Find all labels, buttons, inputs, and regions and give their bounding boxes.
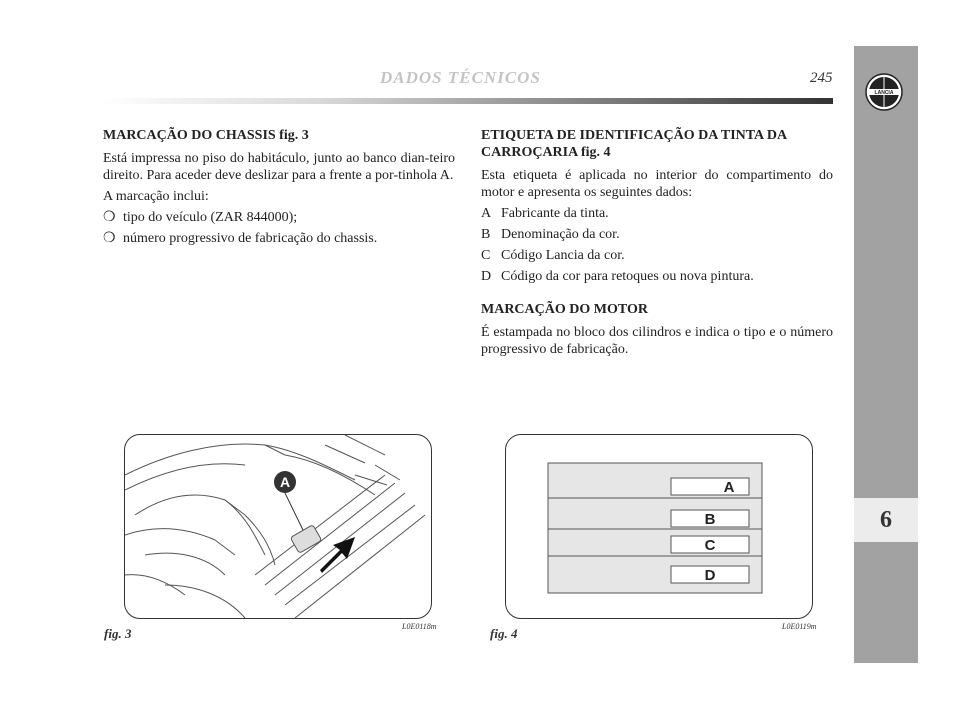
page-number: 245 — [810, 70, 833, 86]
logo-text: LANCIA — [874, 90, 894, 96]
bullet-circle-icon: ❍ — [103, 231, 116, 246]
figure-4-caption: fig. 4 — [490, 626, 518, 641]
paint-label-heading: ETIQUETA DE IDENTIFICAÇÃO DA TINTA DA CARROÇARIA fig. 4 — [481, 128, 787, 160]
item-key: D — [481, 269, 492, 284]
list-item — [481, 226, 833, 243]
engine-paragraph: É estampada no bloco dos cilindros e indica o tipo e o número progressivo de fabricação. — [481, 325, 833, 357]
header-divider — [100, 98, 833, 104]
right-column — [481, 127, 833, 362]
chapter-tab[interactable] — [854, 498, 918, 542]
list-item — [481, 247, 833, 264]
bullet-circle-icon: ❍ — [103, 210, 116, 225]
bullet-text: tipo do veículo (ZAR 844000); — [123, 210, 298, 225]
item-text: Código da cor para retoques ou nova pintura. — [501, 269, 754, 284]
figure-3 — [124, 434, 432, 619]
label-d: D — [704, 567, 716, 584]
list-item — [481, 268, 833, 285]
list-item — [103, 230, 455, 247]
item-text: Denominação da cor. — [501, 227, 620, 242]
left-column — [103, 127, 455, 251]
list-item — [481, 205, 833, 222]
paint-label-paragraph: Esta etiqueta é aplicada no interior do compartimento do motor e apresenta os seguintes dados: — [481, 168, 833, 200]
paint-label-illustration — [506, 435, 812, 618]
item-text: Código Lancia da cor. — [501, 248, 625, 263]
chassis-heading: MARCAÇÃO DO CHASSIS fig. 3 — [103, 128, 309, 143]
chassis-paragraph: Está impressa no piso do habitáculo, junto ao banco dian-teiro direito. Para aceder deve deslizar para a frente a por-tinhola A. — [103, 151, 455, 183]
bullet-text: número progressivo de fabricação do chassis. — [123, 231, 378, 246]
figure-3-caption: fig. 3 — [104, 626, 132, 641]
seat-floor-illustration — [125, 435, 431, 618]
list-item — [103, 209, 455, 226]
label-c: C — [704, 537, 716, 554]
lancia-logo-icon — [864, 72, 904, 112]
item-key: A — [481, 206, 492, 221]
figure-4-code: L0E0119m — [782, 622, 817, 631]
figure-4 — [505, 434, 813, 619]
page-header-title: DADOS TÉCNICOS — [380, 68, 541, 87]
chassis-intro: A marcação inclui: — [103, 189, 209, 204]
label-a: A — [723, 479, 735, 496]
callout-a-label: A — [279, 474, 291, 490]
item-text: Fabricante da tinta. — [501, 206, 609, 221]
item-key: B — [481, 227, 491, 242]
chapter-number: 6 — [880, 506, 892, 533]
chapter-sidebar — [854, 46, 918, 663]
figure-3-code: L0E0118m — [402, 622, 437, 631]
item-key: C — [481, 248, 491, 263]
label-b: B — [704, 511, 716, 528]
engine-heading: MARCAÇÃO DO MOTOR — [481, 302, 648, 317]
